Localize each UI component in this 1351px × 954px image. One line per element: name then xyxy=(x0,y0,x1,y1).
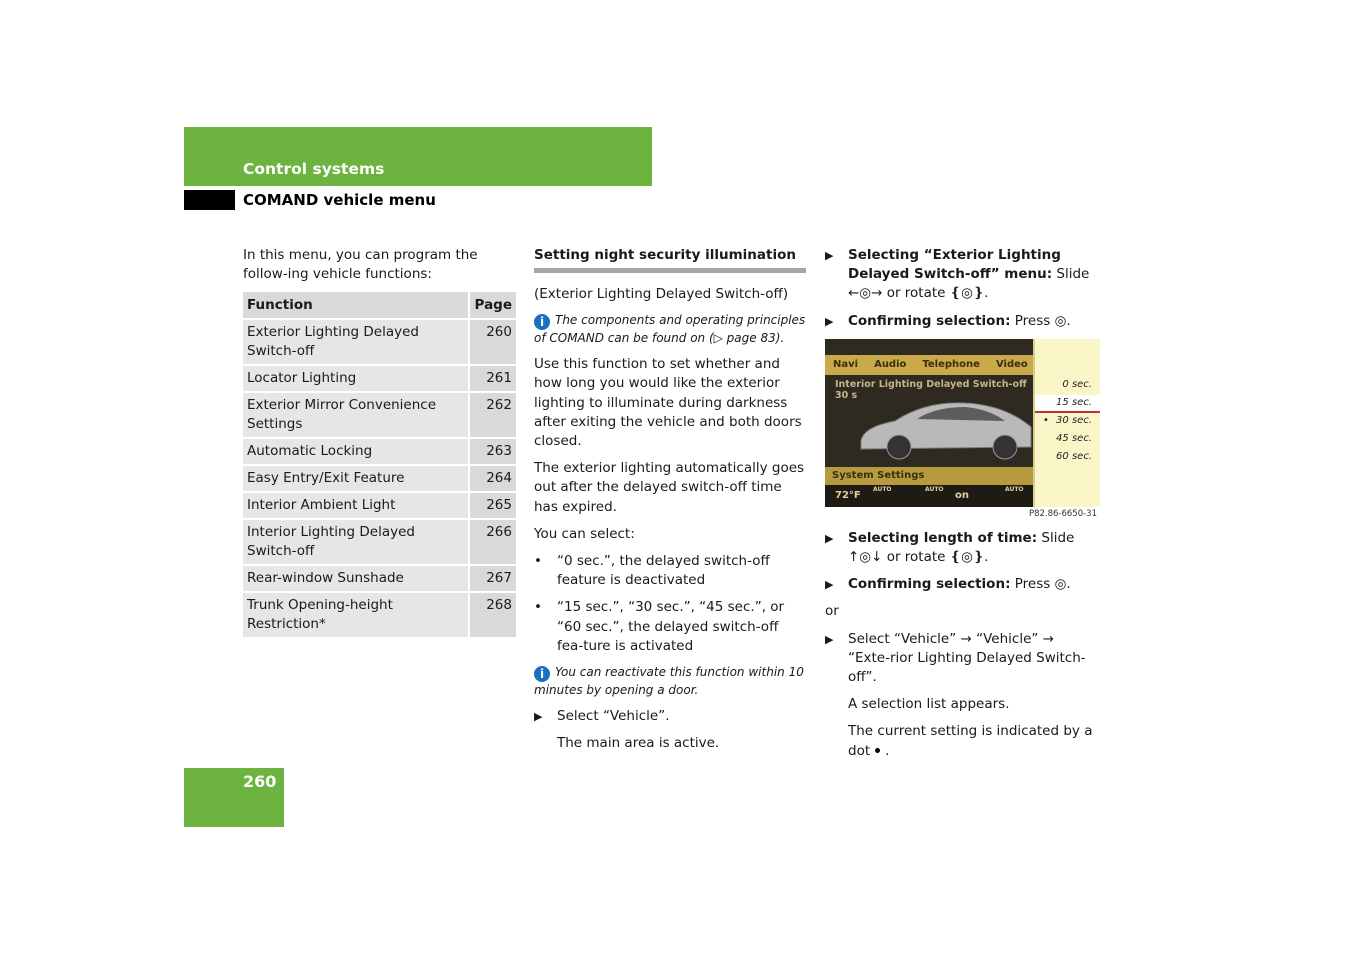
table-row xyxy=(243,592,516,638)
display-climate-bar: 72°F AUTO AUTO on AUTO xyxy=(825,485,1033,507)
table-row xyxy=(243,438,516,465)
function-cell: Rear-window Sunshade xyxy=(243,565,469,592)
instruction-step: ▶ Confirming selection: Press ◎. xyxy=(825,575,1097,594)
function-cell: Exterior Mirror Convenience Settings xyxy=(243,392,469,438)
current-dot: • xyxy=(1043,414,1049,426)
section-subtitle: (Exterior Lighting Delayed Switch-off) xyxy=(534,286,789,302)
info-icon: i xyxy=(534,666,550,682)
display-tab: Telephone xyxy=(922,359,980,371)
display-tab: Audio xyxy=(874,359,907,371)
display-submenu-label: Interior Lighting Delayed Switch-off 30 s xyxy=(835,378,1027,401)
list-option: 15 sec. xyxy=(1056,396,1092,408)
or-text: or xyxy=(825,603,839,620)
column-right xyxy=(825,246,1097,761)
dot-icon xyxy=(875,748,880,753)
bullet-mark: • xyxy=(534,553,542,570)
table-header-function: Function xyxy=(243,292,469,319)
instruction-step: ▶ Select “Vehicle” → “Vehicle” → “Exte-rior Lighting Delayed Switch-off”. xyxy=(825,630,1097,688)
display-tab: Navi xyxy=(833,359,859,371)
paragraph: The exterior lighting automatically goes out after the delayed switch-off time has expired. xyxy=(534,460,805,515)
bullet-mark: • xyxy=(534,599,542,616)
table-row xyxy=(243,565,516,592)
table-row xyxy=(243,365,516,392)
image-caption: P82.86-6650-31 xyxy=(1028,508,1097,519)
paragraph: You can select: xyxy=(534,525,635,542)
step-result: The current setting is indicated by a dot . xyxy=(848,723,1093,759)
function-cell: Interior Lighting Delayed Switch-off xyxy=(243,519,469,565)
section-title: Control systems xyxy=(243,160,385,178)
step-arrow-icon: ▶ xyxy=(825,314,834,328)
page-cell: 265 xyxy=(469,492,516,519)
list-option: 0 sec. xyxy=(1062,378,1092,390)
table-row xyxy=(243,465,516,492)
instruction-step: ▶ Confirming selection: Press ◎. xyxy=(825,312,1097,331)
step-arrow-icon: ▶ xyxy=(825,531,834,545)
page-cell: 264 xyxy=(469,465,516,492)
intro-text: In this menu, you can program the follow-ing vehicle functions: xyxy=(243,247,478,283)
info-note: i You can reactivate this function within 10 minutes by opening a door. xyxy=(534,665,804,698)
step-arrow-icon: ▶ xyxy=(534,710,543,724)
list-item: • “15 sec.”, “30 sec.”, “45 sec.”, or “60 sec.”, the delayed switch-off fea-ture is activated xyxy=(534,598,806,656)
table-row xyxy=(243,492,516,519)
table-row xyxy=(243,319,516,365)
step-result: A selection list appears. xyxy=(848,696,1010,713)
comand-display-image xyxy=(825,339,1098,507)
car-image xyxy=(855,391,1033,463)
function-cell: Automatic Locking xyxy=(243,438,469,465)
section-heading: Setting night security illumination xyxy=(534,246,806,273)
display-tab: Video xyxy=(995,359,1028,371)
function-cell: Interior Ambient Light xyxy=(243,492,469,519)
instruction-step: ▶ Selecting “Exterior Lighting Delayed Switch-off” menu: Slide ←◎→ or rotate ❴◎❵. xyxy=(825,246,1097,304)
display-system-bar: System Settings xyxy=(825,467,1033,485)
table-row xyxy=(243,519,516,565)
function-table xyxy=(243,292,516,639)
display-main-area xyxy=(825,339,1033,507)
step-arrow-icon: ▶ xyxy=(825,249,834,262)
function-cell: Exterior Lighting Delayed Switch-off xyxy=(243,319,469,365)
display-selection-list xyxy=(1033,339,1100,507)
info-icon: i xyxy=(534,314,550,330)
list-option: 30 sec. xyxy=(1056,414,1092,426)
table-row xyxy=(243,392,516,438)
table-header-page: Page xyxy=(469,292,516,319)
list-item: • “0 sec.”, the delayed switch-off feature is deactivated xyxy=(534,552,806,590)
page-cell: 263 xyxy=(469,438,516,465)
paragraph: Use this function to set whether and how long you would like the exterior lighting to illuminate during darkness after exiting the vehicle and both doors closed. xyxy=(534,356,802,450)
page-number: 260 xyxy=(243,772,277,791)
step-arrow-icon: ▶ xyxy=(825,578,834,592)
page-cell: 266 xyxy=(469,519,516,565)
instruction-step: ▶ Selecting length of time: Slide ↑◎↓ or rotate ❴◎❵. xyxy=(825,529,1097,567)
instruction-step: ▶ Select “Vehicle”. xyxy=(534,707,806,726)
function-cell: Trunk Opening-height Restriction* xyxy=(243,592,469,638)
step-arrow-icon: ▶ xyxy=(825,632,834,646)
column-middle xyxy=(534,246,806,753)
header-tab-marker xyxy=(184,190,235,210)
list-option: 60 sec. xyxy=(1056,450,1092,462)
function-cell: Easy Entry/Exit Feature xyxy=(243,465,469,492)
step-result: The main area is active. xyxy=(557,735,720,752)
function-cell: Locator Lighting xyxy=(243,365,469,392)
page-cell: 267 xyxy=(469,565,516,592)
subsection-title: COMAND vehicle menu xyxy=(243,191,436,209)
page-cell: 260 xyxy=(469,319,516,365)
page-cell: 261 xyxy=(469,365,516,392)
list-option: 45 sec. xyxy=(1056,432,1092,444)
display-tab-bar xyxy=(825,355,1033,375)
page-cell: 268 xyxy=(469,592,516,638)
info-note: i The components and operating principles of COMAND can be found on (▷ page 83). xyxy=(534,313,806,346)
page-cell: 262 xyxy=(469,392,516,438)
